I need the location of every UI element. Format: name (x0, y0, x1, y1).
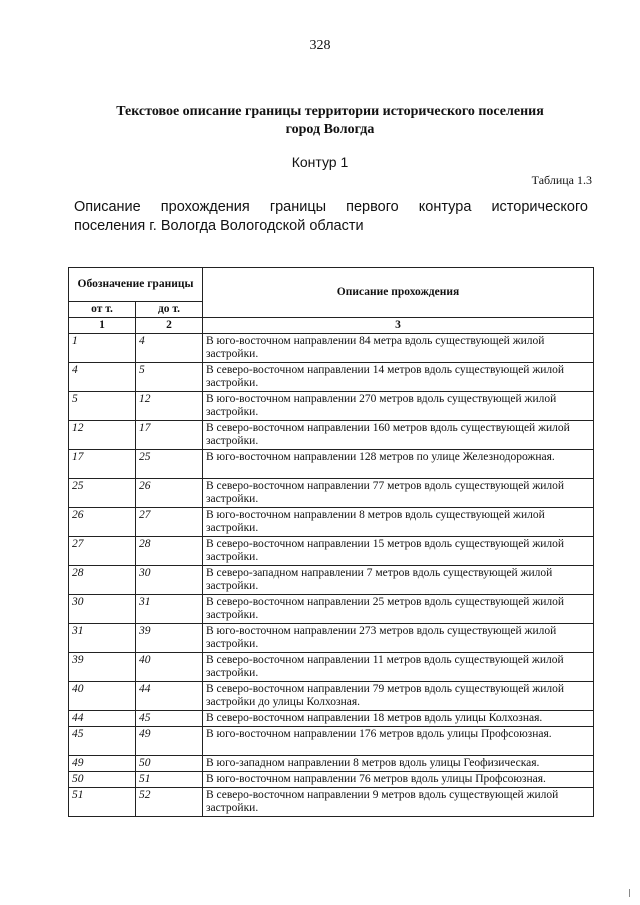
boundary-description: В юго-восточном направлении 84 метра вдоль существующей жилой застройки. (203, 334, 594, 363)
table-row (69, 479, 594, 508)
table-row (69, 772, 594, 788)
table-row (69, 788, 594, 817)
point-to: 31 (136, 595, 203, 624)
point-to: 27 (136, 508, 203, 537)
point-from: 45 (69, 727, 136, 756)
boundary-description: В северо-восточном направлении 25 метров вдоль существующей жилой застройки. (203, 595, 594, 624)
point-from: 12 (69, 421, 136, 450)
boundary-description: В юго-восточном направлении 273 метров вдоль существующей жилой застройки. (203, 624, 594, 653)
point-to: 52 (136, 788, 203, 817)
point-to: 50 (136, 756, 203, 772)
description-line-1: Описание прохождения границы первого контура исторического (74, 199, 588, 215)
header-col-2: 2 (136, 318, 203, 334)
point-to: 44 (136, 682, 203, 711)
point-to: 40 (136, 653, 203, 682)
table-row (69, 727, 594, 756)
page-edge-mark (629, 889, 630, 897)
description-line-2: поселения г. Вологда Вологодской области (74, 218, 364, 234)
point-from: 31 (69, 624, 136, 653)
point-from: 1 (69, 334, 136, 363)
point-from: 30 (69, 595, 136, 624)
header-col-1: 1 (69, 318, 136, 334)
boundary-description: В юго-западном направлении 8 метров вдоль улицы Геофизическая. (203, 756, 594, 772)
table-row (69, 624, 594, 653)
point-from: 25 (69, 479, 136, 508)
table-row (69, 450, 594, 479)
header-description: Описание прохождения (203, 268, 594, 318)
header-from: от т. (69, 302, 136, 318)
point-to: 49 (136, 727, 203, 756)
point-from: 4 (69, 363, 136, 392)
point-from: 51 (69, 788, 136, 817)
point-from: 40 (69, 682, 136, 711)
boundary-description: В северо-восточном направлении 18 метров вдоль улицы Колхозная. (203, 711, 594, 727)
title-line-2: город Вологда (285, 122, 375, 137)
point-to: 4 (136, 334, 203, 363)
table-row (69, 566, 594, 595)
point-to: 51 (136, 772, 203, 788)
point-from: 5 (69, 392, 136, 421)
boundary-description: В юго-восточном направлении 270 метров вдоль существующей жилой застройки. (203, 392, 594, 421)
point-from: 28 (69, 566, 136, 595)
table-row (69, 595, 594, 624)
point-to: 45 (136, 711, 203, 727)
boundary-description: В северо-восточном направлении 14 метров вдоль существующей жилой застройки. (203, 363, 594, 392)
header-designation: Обозначение границы (69, 268, 203, 302)
point-to: 28 (136, 537, 203, 566)
point-to: 17 (136, 421, 203, 450)
table-row (69, 682, 594, 711)
table-label: Таблица 1.3 (531, 173, 592, 187)
point-from: 44 (69, 711, 136, 727)
point-to: 26 (136, 479, 203, 508)
table-row (69, 711, 594, 727)
table-row (69, 334, 594, 363)
boundary-description: В юго-восточном направлении 128 метров по улице Железнодорожная. (203, 450, 594, 479)
header-to: до т. (136, 302, 203, 318)
boundary-description: В северо-восточном направлении 11 метров вдоль существующей жилой застройки. (203, 653, 594, 682)
header-col-3: 3 (203, 318, 594, 334)
point-from: 39 (69, 653, 136, 682)
boundary-description: В северо-восточном направлении 15 метров вдоль существующей жилой застройки. (203, 537, 594, 566)
table-row (69, 756, 594, 772)
boundary-description: В северо-восточном направлении 79 метров вдоль существующей жилой застройки до улицы Колхозная. (203, 682, 594, 711)
point-to: 30 (136, 566, 203, 595)
point-from: 17 (69, 450, 136, 479)
contour-heading: Контур 1 (291, 154, 349, 170)
point-to: 12 (136, 392, 203, 421)
point-to: 39 (136, 624, 203, 653)
table-row (69, 508, 594, 537)
point-to: 5 (136, 363, 203, 392)
title-line-1: Текстовое описание границы территории исторического поселения (116, 104, 544, 119)
point-from: 27 (69, 537, 136, 566)
table-row (69, 421, 594, 450)
point-to: 25 (136, 450, 203, 479)
boundary-description: В северо-западном направлении 7 метров вдоль существующей жилой застройки. (203, 566, 594, 595)
point-from: 49 (69, 756, 136, 772)
table-row (69, 653, 594, 682)
page-number: 328 (309, 38, 331, 53)
point-from: 26 (69, 508, 136, 537)
boundary-description: В северо-восточном направлении 9 метров вдоль существующей жилой застройки. (203, 788, 594, 817)
document-title (60, 103, 600, 139)
table-description (74, 198, 588, 236)
boundary-description: В юго-восточном направлении 76 метров вдоль улицы Профсоюзная. (203, 772, 594, 788)
table-row (69, 392, 594, 421)
boundary-description: В северо-восточном направлении 160 метров вдоль существующей жилой застройки. (203, 421, 594, 450)
point-from: 50 (69, 772, 136, 788)
boundary-description: В северо-восточном направлении 77 метров вдоль существующей жилой застройки. (203, 479, 594, 508)
table-row (69, 363, 594, 392)
boundary-table (68, 267, 594, 817)
table-row (69, 537, 594, 566)
boundary-description: В юго-восточном направлении 8 метров вдоль существующей жилой застройки. (203, 508, 594, 537)
boundary-description: В юго-восточном направлении 176 метров вдоль улицы Профсоюзная. (203, 727, 594, 756)
